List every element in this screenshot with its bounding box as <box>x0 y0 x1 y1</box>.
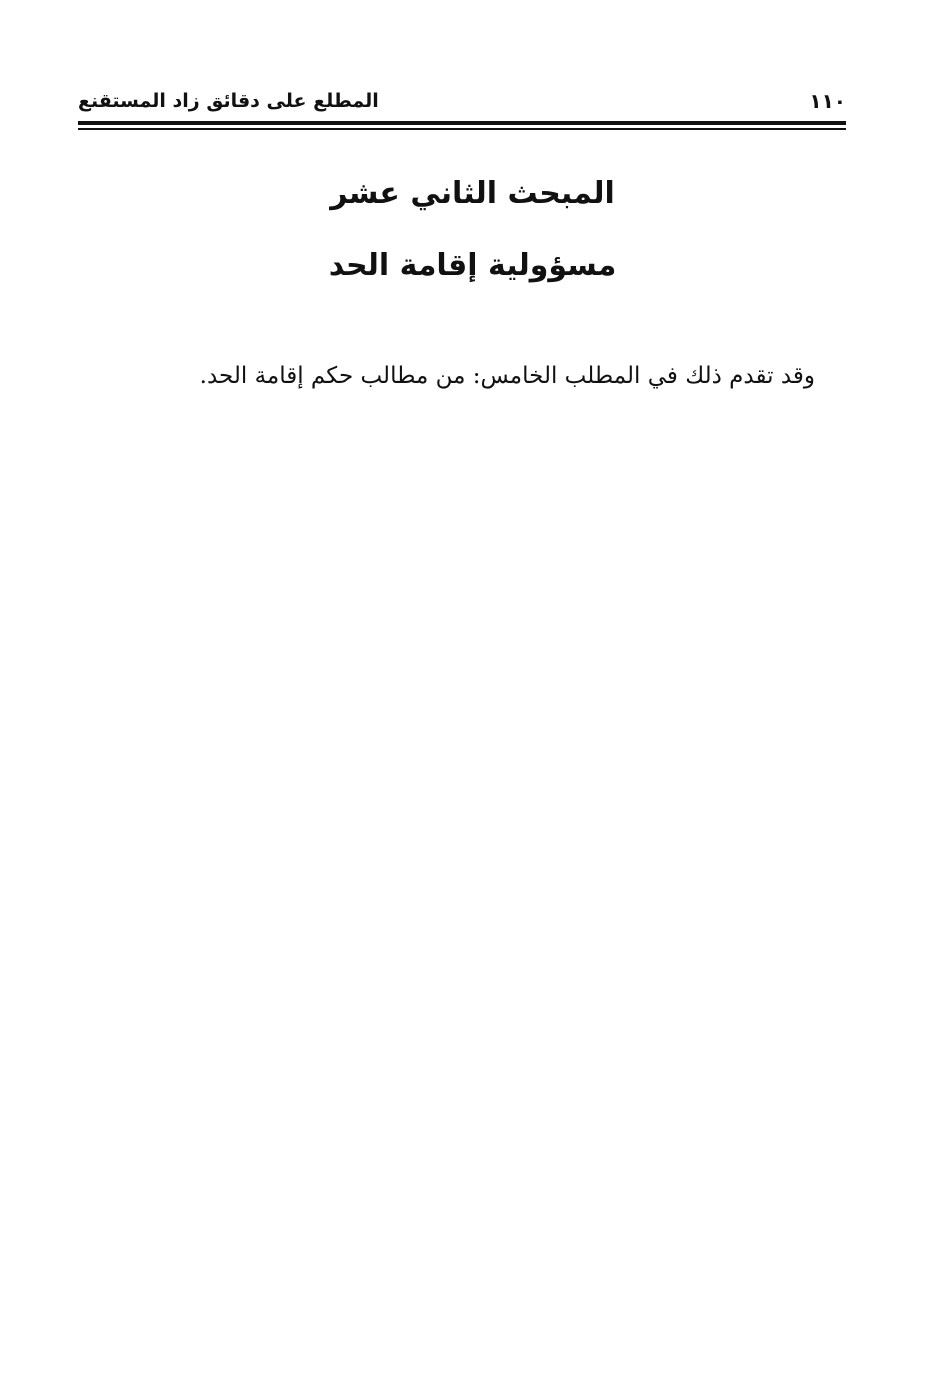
page-number: ١١٠ <box>809 89 846 113</box>
running-header <box>78 84 846 122</box>
book-title: المطلع على دقائق زاد المستقنع <box>78 90 379 112</box>
header-rule-thick <box>78 121 846 125</box>
section-subheading: مسؤولية إقامة الحد <box>328 248 617 283</box>
header-rule-thin <box>78 128 846 130</box>
body-paragraph: وقد تقدم ذلك في المطلب الخامس: من مطالب حكم إقامة الحد. <box>199 363 815 389</box>
section-heading: المبحث الثاني عشر <box>330 176 615 211</box>
